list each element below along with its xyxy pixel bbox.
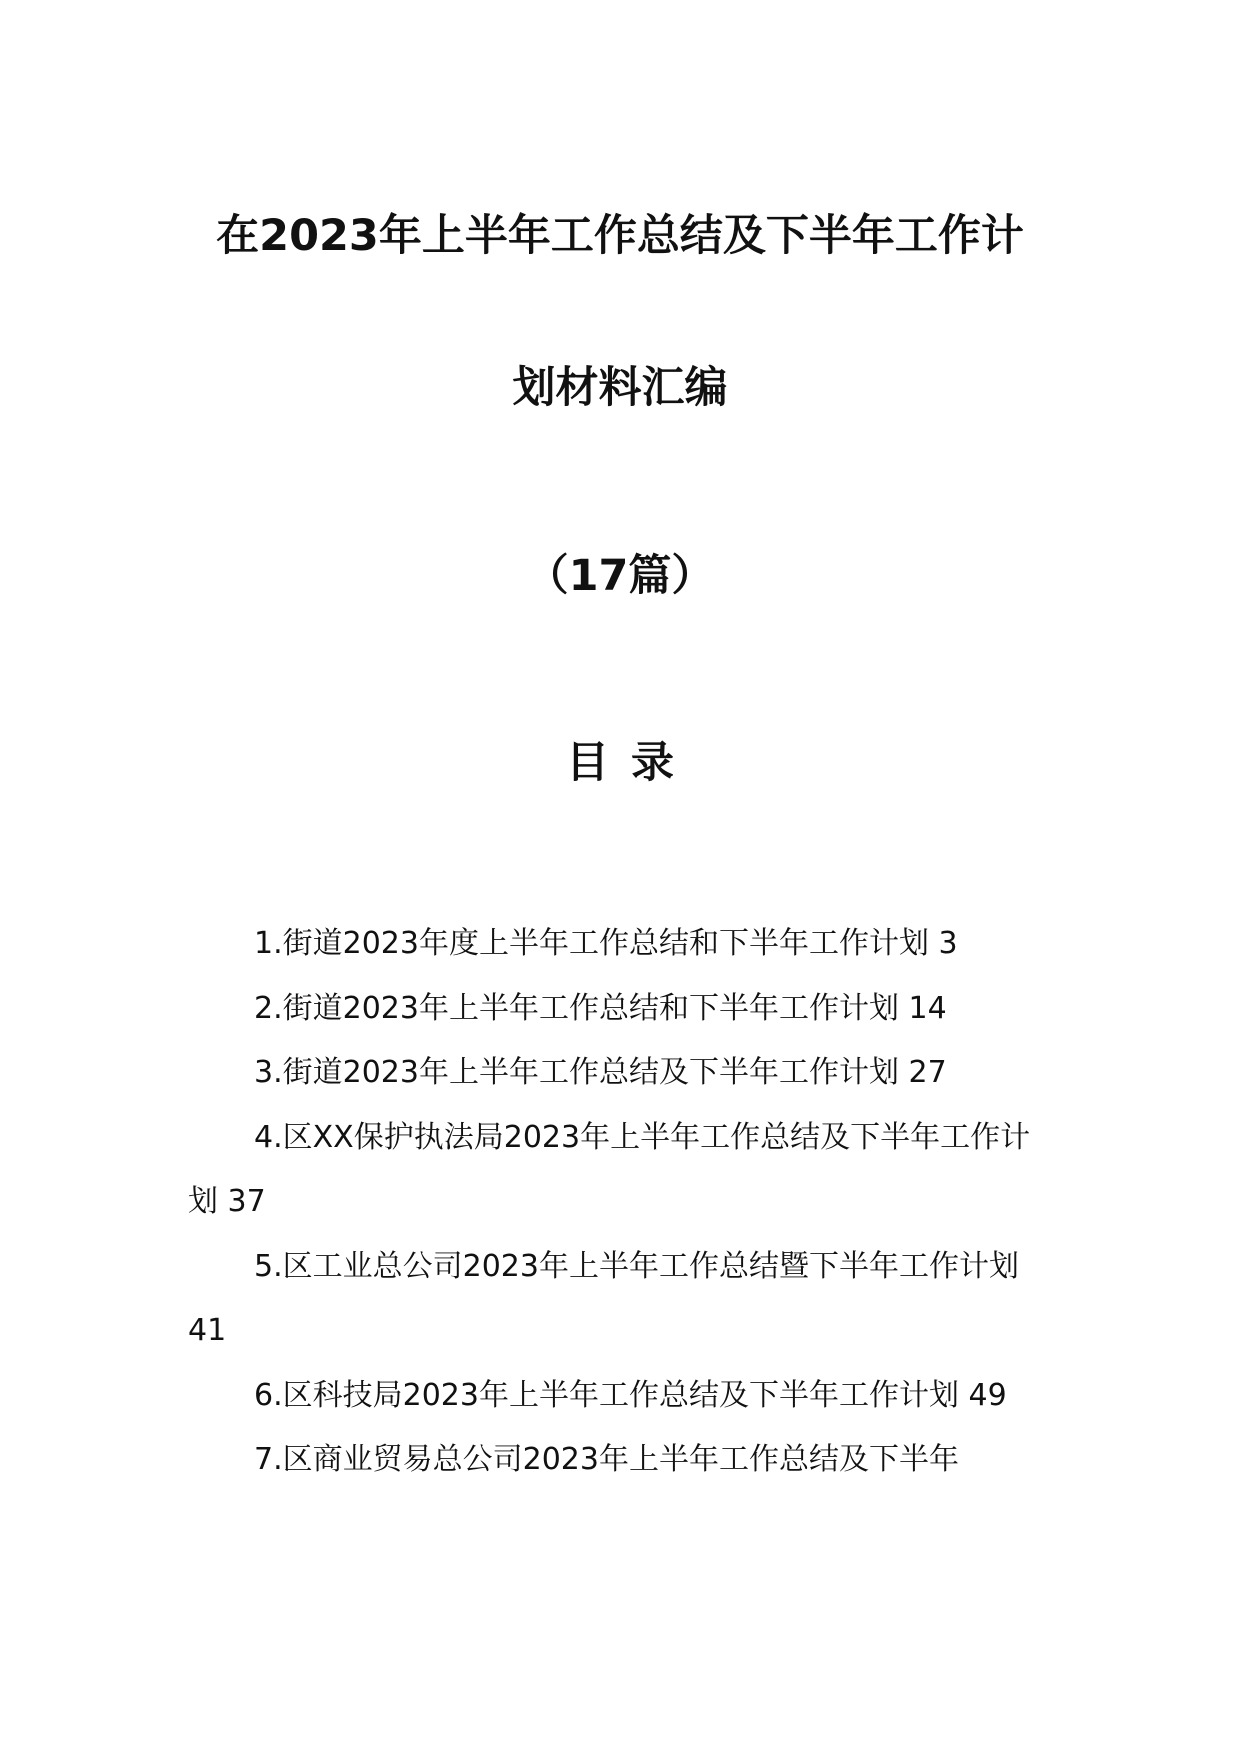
toc-item-6: 6.区科技局2023年上半年工作总结及下半年工作计划 49 [254, 1377, 1007, 1413]
toc-item-4: 4.区XX保护执法局2023年上半年工作总结及下半年工作计划 37 [188, 1119, 1031, 1219]
document-count: （17篇） [525, 551, 715, 601]
toc-item-3: 3.街道2023年上半年工作总结及下半年工作计划 27 [254, 1055, 947, 1090]
toc-item-2: 2.街道2023年上半年工作总结和下半年工作计划 14 [254, 990, 947, 1026]
document-title-line-1: 在2023年上半年工作总结及下半年工作计 [216, 211, 1024, 261]
toc-item-7: 7.区商业贸易总公司2023年上半年工作总结及下半年 [254, 1442, 959, 1477]
toc-heading: 目录 [566, 738, 696, 788]
table-of-contents [188, 912, 1052, 1493]
toc-item-1: 1.街道2023年度上半年工作总结和下半年工作计划 3 [254, 926, 958, 961]
toc-item-5: 5.区工业总公司2023年上半年工作总结暨下半年工作计划 41 [188, 1248, 1019, 1348]
document-title-line-2: 划材料汇编 [512, 363, 728, 413]
